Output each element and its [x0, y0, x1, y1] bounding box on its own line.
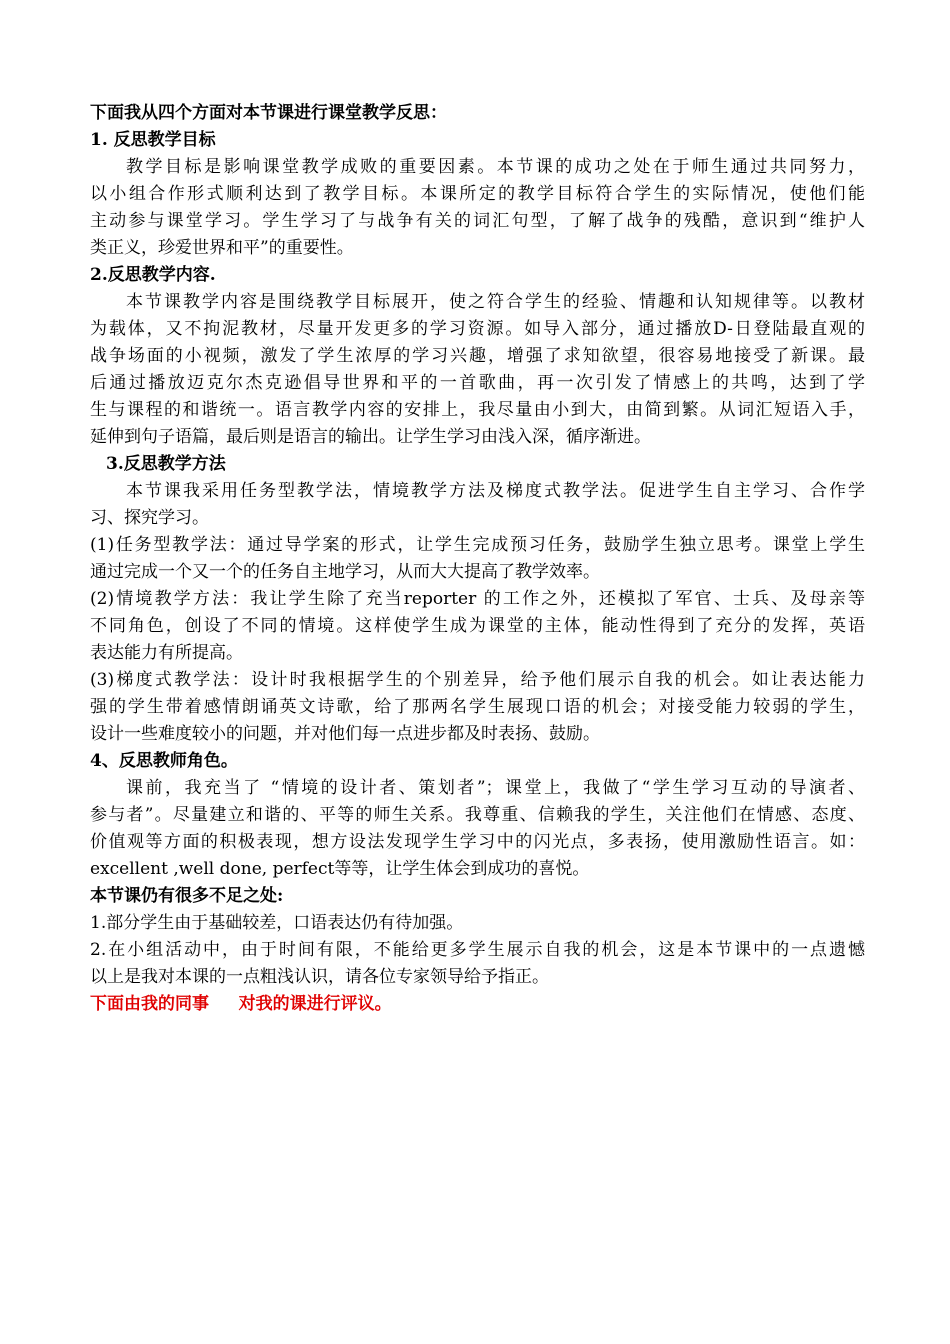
- shortcomings-title: 本节课仍有很多不足之处:: [90, 886, 284, 906]
- section-1-line: 教学目标是影响课堂教学成败的重要因素。本节课的成功之处在于师生通过共同努力，: [126, 157, 865, 177]
- section-2-line: 战争场面的小视频，激发了学生浓厚的学习兴趣，增强了求知欲望，很容易地接受了新课。最: [90, 346, 865, 366]
- conclusion-line: 以上是我对本课的一点粗浅认识，请各位专家领导给予指正。: [90, 967, 549, 987]
- section-2-line: 延伸到句子语篇，最后则是语言的输出。让学生学习由浅入深，循序渐进。: [90, 427, 651, 447]
- section-4-line: 参与者”。尽量建立和谐的、平等的师生关系。我尊重、信赖我的学生，关注他们在情感、态度、: [90, 805, 865, 825]
- intro-heading: 下面我从四个方面对本节课进行课堂教学反思：: [90, 103, 447, 123]
- shortcoming-item: 1.部分学生由于基础较差，口语表达仍有待加强。: [90, 913, 464, 933]
- method-2-line: (2)情境教学方法：我让学生除了充当reporter 的工作之外，还模拟了军官、士兵、及母亲等: [90, 589, 865, 609]
- section-4-line: excellent ,well done, perfect等等，让学生体会到成功的喜悦。: [90, 859, 590, 879]
- section-3-line: 本节课我采用任务型教学法，情境教学方法及梯度式教学法。促进学生自主学习、合作学: [126, 481, 865, 501]
- shortcoming-item: 2.在小组活动中，由于时间有限，不能给更多学生展示自我的机会，这是本节课中的一点遗憾: [90, 940, 865, 960]
- method-3-line: (3)梯度式教学法：设计时我根据学生的个别差异，给予他们展示自我的机会。如让表达能力: [90, 670, 865, 690]
- method-2-line: 表达能力有所提高。: [90, 643, 243, 663]
- section-1-line: 以小组合作形式顺利达到了教学目标。本课所定的教学目标符合学生的实际情况，使他们能: [90, 184, 865, 204]
- section-4-title: 4、反思教师角色。: [90, 751, 238, 771]
- section-3-line: 习、探究学习。: [90, 508, 209, 528]
- section-2-title: 2.反思教学内容.: [90, 265, 216, 285]
- method-3-line: 强的学生带着感情朗诵英文诗歌，给了那两名学生展现口语的机会；对接受能力较弱的学生，: [90, 697, 865, 717]
- method-1-line: (1)任务型教学法：通过导学案的形式，让学生完成预习任务，鼓励学生独立思考。课堂上学生: [90, 535, 865, 555]
- section-4-line: 价值观等方面的积极表现，想方设法发现学生学习中的闪光点，多表扬，使用激励性语言。如：: [90, 832, 865, 852]
- section-2-line: 后通过播放迈克尔杰克逊倡导世界和平的一首歌曲，再一次引发了情感上的共鸣，达到了学: [90, 373, 865, 393]
- closing-line: 下面由我的同事 对我的课进行评议。: [90, 994, 392, 1014]
- section-2-line: 生与课程的和谐统一。语言教学内容的安排上，我尽量由小到大，由简到繁。从词汇短语入手，: [90, 400, 865, 420]
- section-2-line: 为载体，又不拘泥教材，尽量开发更多的学习资源。如导入部分，通过播放D-日登陆最直观的: [90, 319, 865, 339]
- section-3-title: 3.反思教学方法: [106, 454, 226, 474]
- section-1-title: 1. 反思教学目标: [90, 130, 216, 150]
- section-2-line: 本节课教学内容是围绕教学目标展开，使之符合学生的经验、情趣和认知规律等。以教材: [126, 292, 865, 312]
- method-2-line: 不同角色，创设了不同的情境。这样使学生成为课堂的主体，能动性得到了充分的发挥，英语: [90, 616, 865, 636]
- section-1-line: 主动参与课堂学习。学生学习了与战争有关的词汇句型，了解了战争的残酷，意识到“维护人: [90, 211, 865, 231]
- method-1-line: 通过完成一个又一个的任务自主地学习，从而大大提高了教学效率。: [90, 562, 600, 582]
- document-body: [90, 100, 865, 1018]
- section-1-line: 类正义，珍爱世界和平”的重要性。: [90, 238, 354, 258]
- method-3-line: 设计一些难度较小的问题，并对他们每一点进步都及时表扬、鼓励。: [90, 724, 600, 744]
- section-4-line: 课前，我充当了 “情境的设计者、策划者”；课堂上，我做了“学生学习互动的导演者、: [126, 778, 865, 798]
